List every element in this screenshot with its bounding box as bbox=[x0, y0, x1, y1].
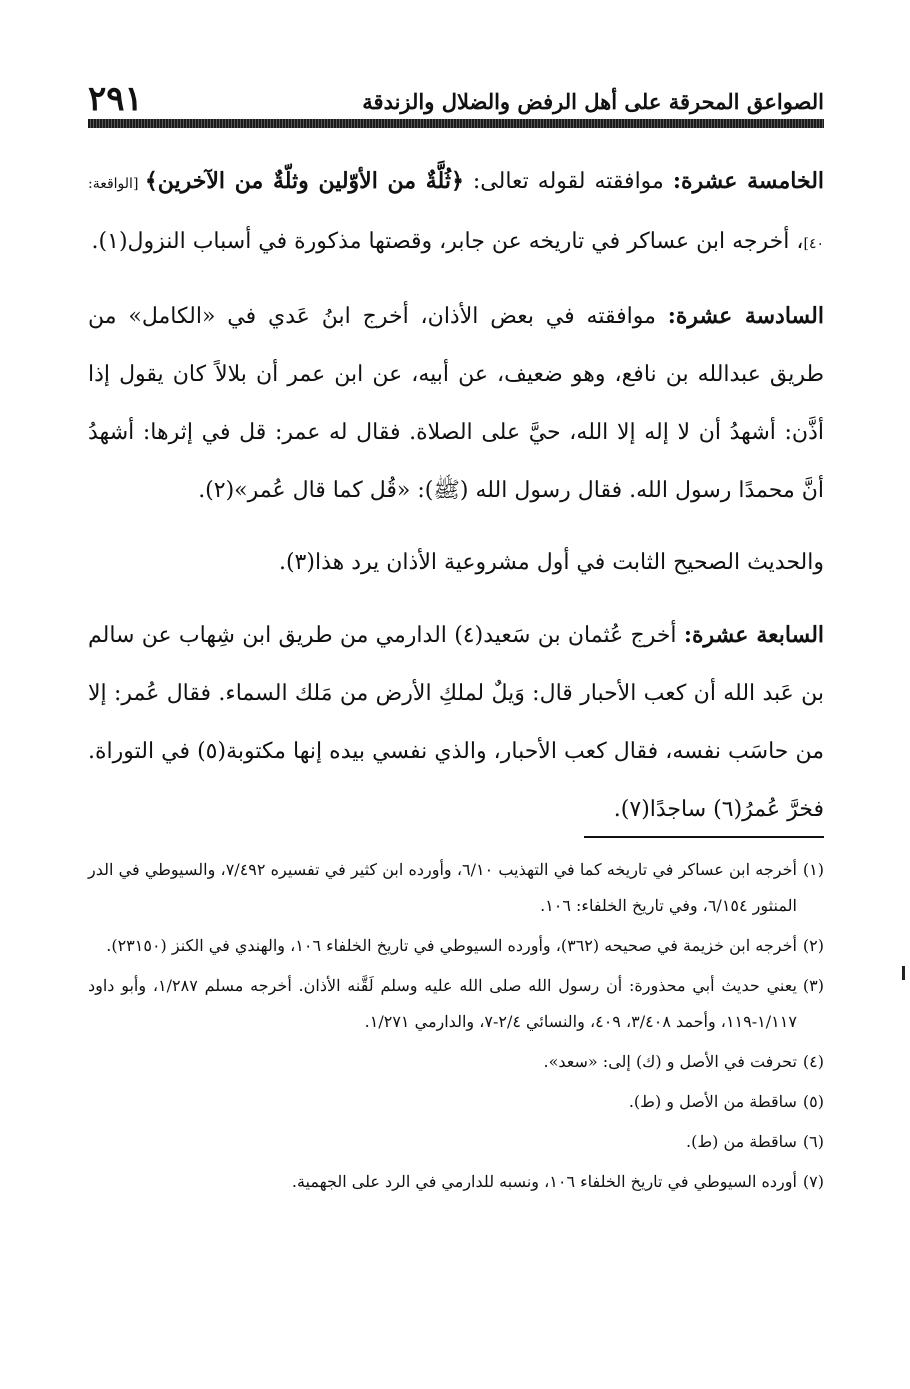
footnote bbox=[88, 968, 824, 1040]
paragraph-17 bbox=[88, 606, 824, 839]
paragraph-text: أخرج عُثمان بن سَعيد(٤) الدارمي من طريق ابن شِهاب عن سالم بن عَبد الله أن كعب الأحبار قال: وَيلٌ لملكِ الأرض من مَلك السماء. فقال عُمر: إلا من حاسَب نفسه، فقال كعب الأحبار، والذي نفسي بيده إنها مكتوبة(٥) في التوراة. فخرَّ عُمرُ(٦) ساجدًا(٧). bbox=[88, 623, 825, 822]
footnote-text: تحرفت في الأصل و (ك) إلى: «سعد». bbox=[543, 1052, 797, 1071]
footnote-number: (٥) bbox=[802, 1092, 824, 1111]
footnote-number: (٤) bbox=[802, 1052, 824, 1071]
footnote bbox=[88, 1044, 824, 1080]
paragraph-hadith-note bbox=[88, 534, 824, 592]
footnote-text: ساقطة من (ط). bbox=[685, 1132, 797, 1151]
paragraph-lead: الخامسة عشرة: bbox=[672, 168, 825, 194]
footnote bbox=[88, 928, 824, 964]
footnote-text: ساقطة من الأصل و (ط). bbox=[628, 1092, 797, 1111]
footnote bbox=[88, 1124, 824, 1160]
paragraph-text: موافقته في بعض الأذان، أخرج ابنُ عَدي في «الكامل» من طريق عبدالله بن نافع، وهو ضعيف، عن أبيه، عن ابن عمر أن بلالاً كان يقول إذا أذَّن: أشهدُ أن لا إله إلا الله، حيَّ على الصلاة. فقال له عمر: قل في إثرها: أشهدُ أنَّ محمدًا رسول الله. فقال رسول الله (ﷺ): «قُل كما قال عُمر»(٢). bbox=[88, 304, 824, 503]
scan-mark bbox=[902, 966, 905, 980]
main-text bbox=[88, 152, 824, 853]
page-header bbox=[88, 66, 824, 119]
paragraph-16 bbox=[88, 287, 824, 520]
paragraph-15 bbox=[88, 152, 824, 273]
footnote-text: أورده السيوطي في تاريخ الخلفاء ١٠٦، ونسبه للدارمي في الرد على الجهمية. bbox=[291, 1172, 797, 1191]
paragraph-lead: السابعة عشرة: bbox=[683, 622, 825, 648]
footnote-text: أخرجه ابن خزيمة في صحيحه (٣٦٢)، وأورده السيوطي في تاريخ الخلفاء ١٠٦، والهندي في الكنز (٢٣١٥٠). bbox=[106, 936, 797, 955]
paragraph-text: موافقته لقوله تعالى: bbox=[463, 169, 673, 194]
footnote-number: (٣) bbox=[802, 976, 824, 995]
paragraph-text: والحديث الصحيح الثابت في أول مشروعية الأذان يرد هذا(٣). bbox=[278, 550, 824, 575]
footnote-number: (١) bbox=[802, 860, 824, 879]
running-title: الصواعق المحرقة على أهل الرفض والضلال والزندقة bbox=[362, 89, 824, 114]
footnote bbox=[88, 852, 824, 924]
footnote-number: (٧) bbox=[802, 1172, 824, 1191]
header-rule bbox=[88, 119, 824, 128]
footnote-text: يعني حديث أبي محذورة: أن رسول الله صلى الله عليه وسلم لَقَّنه الأذان. أخرجه مسلم ١/٢٨٧، وأبو داود ١/١١٧-١١٩، وأحمد ٣/٤٠٨، ٤٠٩، والنسائي ٢/٤-٧، والدارمي ١/٢٧١. bbox=[88, 976, 797, 1031]
footnote-number: (٢) bbox=[802, 936, 824, 955]
paragraph-lead: السادسة عشرة: bbox=[667, 303, 824, 329]
footnote bbox=[88, 1164, 824, 1200]
paragraph-text: ، أخرجه ابن عساكر في تاريخه عن جابر، وقصتها مذكورة في أسباب النزول(١). bbox=[91, 229, 804, 254]
footnote-separator bbox=[584, 836, 824, 838]
footnotes bbox=[88, 852, 824, 1204]
page-number: ٢٩١ bbox=[88, 79, 143, 119]
footnote-number: (٦) bbox=[802, 1132, 824, 1151]
verse-citation: [الواقعة: ٤٠] bbox=[88, 176, 824, 252]
footnote-text: أخرجه ابن عساكر في تاريخه كما في التهذيب ٦/١٠، وأورده ابن كثير في تفسيره ٧/٤٩٢، والسيوطي في الدر المنثور ٦/١٥٤، وفي تاريخ الخلفاء: ١٠٦. bbox=[88, 860, 797, 915]
quran-verse: ﴿ثُلَّةٌ من الأوّلين وثلّةٌ من الآخرين﴾ bbox=[144, 168, 464, 194]
footnote bbox=[88, 1084, 824, 1120]
